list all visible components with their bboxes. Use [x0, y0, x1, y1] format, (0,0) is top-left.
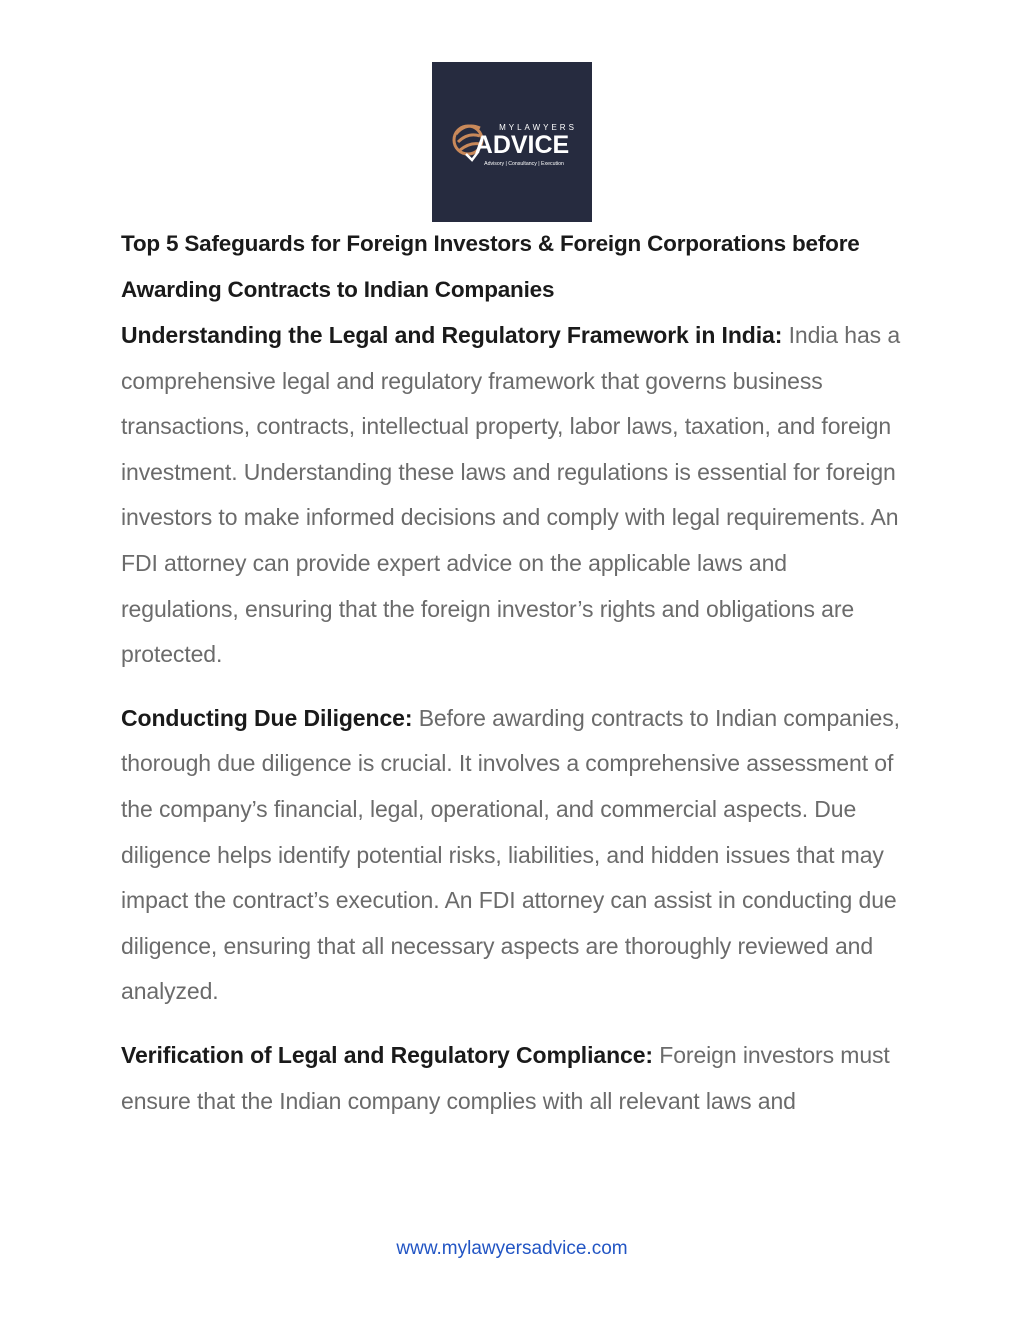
section-body: Foreign investors must ensure that the Indian company complies with all relevant laws and: [121, 1041, 890, 1114]
document-body: [121, 221, 907, 1124]
logo-brand-main: ADVICE: [474, 131, 570, 159]
section-heading: Verification of Legal and Regulatory Compliance:: [121, 1041, 653, 1068]
section-body: Before awarding contracts to Indian companies, thorough due diligence is crucial. It involves a comprehensive assessment of the company’s financial, legal, operational, and commercial aspects. Due diligence helps identify potential risks, liabilities, and hidden issues that may impact the contract’s execution. An FDI attorney can assist in conducting due diligence, ensuring that all necessary aspects are thoroughly reviewed and analyzed.: [121, 704, 900, 1005]
brand-logo: [432, 62, 592, 222]
section-body: India has a comprehensive legal and regulatory framework that governs business transactions, contracts, intellectual property, labor laws, taxation, and foreign investment. Understanding these laws and regulations is essential for foreign investors to make informed decisions and comply with legal requirements. An FDI attorney can provide expert advice on the applicable laws and regulations, ensuring that the foreign investor’s rights and obligations are protected.: [121, 322, 901, 668]
section-heading: Conducting Due Diligence:: [121, 704, 413, 731]
section-compliance-verification: [121, 1033, 907, 1124]
section-due-diligence: [121, 696, 907, 1015]
footer-website-link[interactable]: www.mylawyersadvice.com: [396, 1238, 628, 1259]
section-legal-framework: [121, 313, 907, 678]
document-title: Top 5 Safeguards for Foreign Investors & Foreign Corporations before Awarding Contracts to Indian Companies: [121, 231, 860, 302]
logo-graphic: [432, 62, 592, 222]
logo-brand-top: MYLAWYERS: [499, 123, 577, 132]
logo-tagline: Advisory | Consultancy | Execution: [484, 161, 564, 167]
section-heading: Understanding the Legal and Regulatory Framework in India:: [121, 322, 783, 348]
